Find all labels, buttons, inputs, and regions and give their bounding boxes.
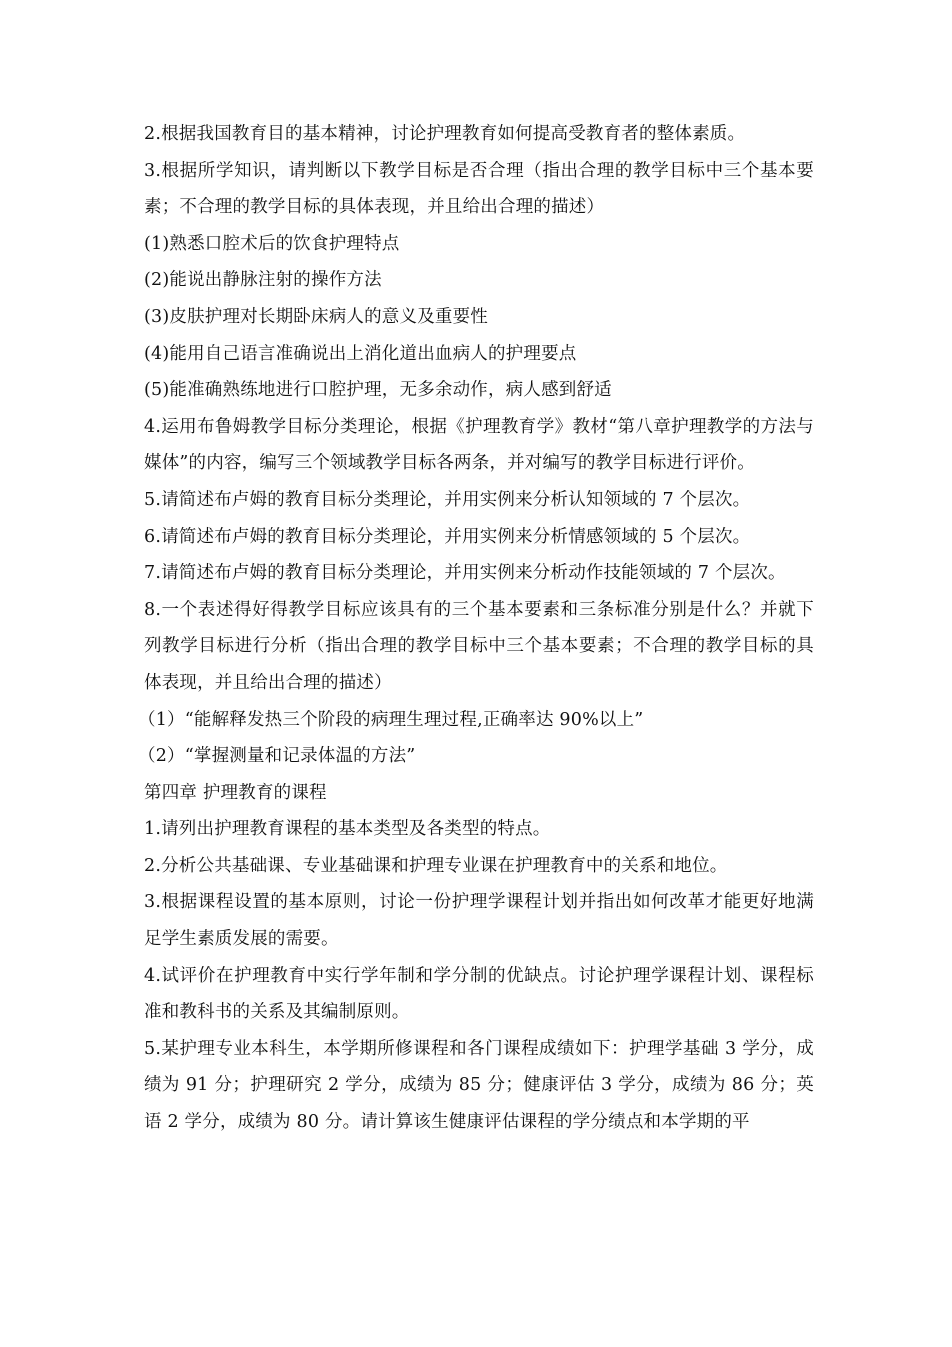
chapter4-question-4: 4.试评价在护理教育中实行学年制和学分制的优缺点。讨论护理学课程计划、课程标准和教科书的关系及其编制原则。: [144, 965, 814, 1023]
objective-item-2: (2)能说出静脉注射的操作方法: [144, 270, 382, 291]
analysis-item-2: （2）“掌握测量和记录体温的方法”: [138, 746, 416, 767]
objective-item-1: (1)熟悉口腔术后的饮食护理特点: [144, 233, 400, 254]
question-5-paragraph: 5.请简述布卢姆的教育目标分类理论，并用实例来分析认知领域的 7 个层次。: [144, 489, 751, 510]
document-page: [138, 116, 814, 1141]
chapter4-question-5: 5.某护理专业本科生，本学期所修课程和各门课程成绩如下：护理学基础 3 学分，成绩为 91 分；护理研究 2 学分，成绩为 85 分；健康评估 3 学分，成绩为 86 分；英语 2 学分，成绩为 80 分。请计算该生健康评估课程的学分绩点和本学期的平: [144, 1038, 814, 1133]
chapter4-question-1: 1.请列出护理教育课程的基本类型及各类型的特点。: [144, 819, 551, 840]
question-6-paragraph: 6.请简述布卢姆的教育目标分类理论，并用实例来分析情感领域的 5 个层次。: [144, 526, 751, 547]
question-4-paragraph: 4.运用布鲁姆教学目标分类理论，根据《护理教育学》教材“第八章护理教学的方法与媒体”的内容，编写三个领域教学目标各两条，并对编写的教学目标进行评价。: [144, 416, 814, 474]
chapter4-question-2: 2.分析公共基础课、专业基础课和护理专业课在护理教育中的关系和地位。: [144, 855, 728, 876]
question-3-paragraph: 3.根据所学知识，请判断以下教学目标是否合理（指出合理的教学目标中三个基本要素；不合理的教学目标的具体表现，并且给出合理的描述）: [144, 160, 814, 218]
objective-item-5: (5)能准确熟练地进行口腔护理，无多余动作，病人感到舒适: [144, 380, 612, 401]
objective-item-4: (4)能用自己语言准确说出上消化道出血病人的护理要点: [144, 343, 577, 364]
analysis-item-1: （1）“能解释发热三个阶段的病理生理过程,正确率达 90%以上”: [138, 709, 644, 730]
chapter4-question-3: 3.根据课程设置的基本原则，讨论一份护理学课程计划并指出如何改革才能更好地满足学生素质发展的需要。: [144, 892, 814, 950]
question-7-paragraph: 7.请简述布卢姆的教育目标分类理论，并用实例来分析动作技能领域的 7 个层次。: [144, 563, 786, 584]
question-2-paragraph: 2.根据我国教育目的基本精神，讨论护理教育如何提高受教育者的整体素质。: [144, 124, 746, 144]
question-8-paragraph: 8.一个表述得好得教学目标应该具有的三个基本要素和三条标准分别是什么？并就下列教学目标进行分析（指出合理的教学目标中三个基本要素；不合理的教学目标的具体表现，并且给出合理的描述）: [144, 599, 814, 693]
objective-item-3: (3)皮肤护理对长期卧床病人的意义及重要性: [144, 306, 488, 327]
chapter-heading: 第四章 护理教育的课程: [144, 782, 327, 803]
